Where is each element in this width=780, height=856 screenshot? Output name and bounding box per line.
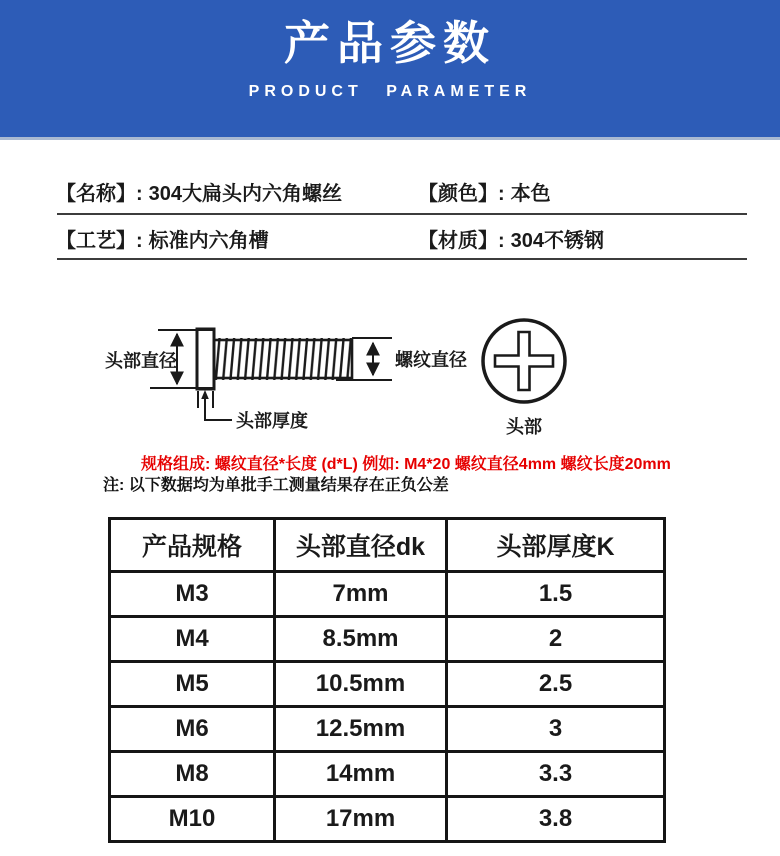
info-color	[418, 177, 551, 206]
k-cell: 2	[447, 617, 665, 662]
leader-line	[205, 396, 232, 420]
table-row	[110, 797, 665, 842]
info-process-value: 标准内六角槽	[148, 230, 269, 252]
info-color-label: 【颜色】:	[418, 183, 505, 205]
header-product-spec: 产品规格	[110, 519, 275, 572]
divider-line	[57, 258, 747, 260]
info-name-label: 【名称】:	[56, 183, 143, 205]
head-diameter-label: 头部直径	[105, 351, 177, 371]
info-material-label: 【材质】:	[418, 230, 505, 252]
dk-cell: 7mm	[275, 572, 447, 617]
k-cell: 3.3	[447, 752, 665, 797]
head-view-label: 头部	[506, 417, 542, 437]
spec-cell: M6	[110, 707, 275, 752]
header-head-diameter: 头部直径dk	[275, 519, 447, 572]
dk-cell: 8.5mm	[275, 617, 447, 662]
divider-line	[57, 213, 747, 215]
table-row	[110, 707, 665, 752]
page-title: 产品参数	[284, 17, 496, 69]
dk-cell: 17mm	[275, 797, 447, 842]
info-material-value: 304不锈钢	[510, 230, 605, 252]
dk-cell: 10.5mm	[275, 662, 447, 707]
table-header-row	[110, 519, 665, 572]
info-material	[418, 224, 604, 253]
header-head-thickness: 头部厚度K	[447, 519, 665, 572]
k-cell: 3.8	[447, 797, 665, 842]
k-cell: 2.5	[447, 662, 665, 707]
table-row	[110, 617, 665, 662]
screw-thread-hatch	[214, 338, 352, 380]
k-cell: 1.5	[447, 572, 665, 617]
head-thickness-label: 头部厚度	[236, 411, 308, 431]
spec-cell: M10	[110, 797, 275, 842]
table-row	[110, 662, 665, 707]
info-color-value: 本色	[510, 183, 551, 205]
dk-cell: 12.5mm	[275, 707, 447, 752]
tolerance-note: 注: 以下数据均为单批手工测量结果存在正负公差	[103, 477, 449, 494]
thread-diameter-label: 螺纹直径	[395, 350, 467, 370]
banner	[0, 0, 780, 140]
info-process-label: 【工艺】:	[56, 230, 143, 252]
screw-diagram-svg	[0, 300, 780, 445]
spec-cell: M5	[110, 662, 275, 707]
spec-cell: M3	[110, 572, 275, 617]
spec-cell: M4	[110, 617, 275, 662]
size-table	[108, 517, 666, 843]
spec-cell: M8	[110, 752, 275, 797]
spec-format-note: 规格组成: 螺纹直径*长度 (d*L) 例如: M4*20 螺纹直径4mm 螺纹长度20mm	[141, 456, 671, 473]
table-row	[110, 752, 665, 797]
info-name	[56, 177, 342, 206]
table-row	[110, 572, 665, 617]
dk-cell: 14mm	[275, 752, 447, 797]
screw-dimension-diagram	[0, 300, 780, 445]
screw-head-side	[197, 329, 214, 389]
page-subtitle: PRODUCT PARAMETER	[248, 82, 532, 100]
info-process	[56, 224, 269, 253]
info-name-value: 304大扁头内六角螺丝	[148, 183, 343, 205]
k-cell: 3	[447, 707, 665, 752]
